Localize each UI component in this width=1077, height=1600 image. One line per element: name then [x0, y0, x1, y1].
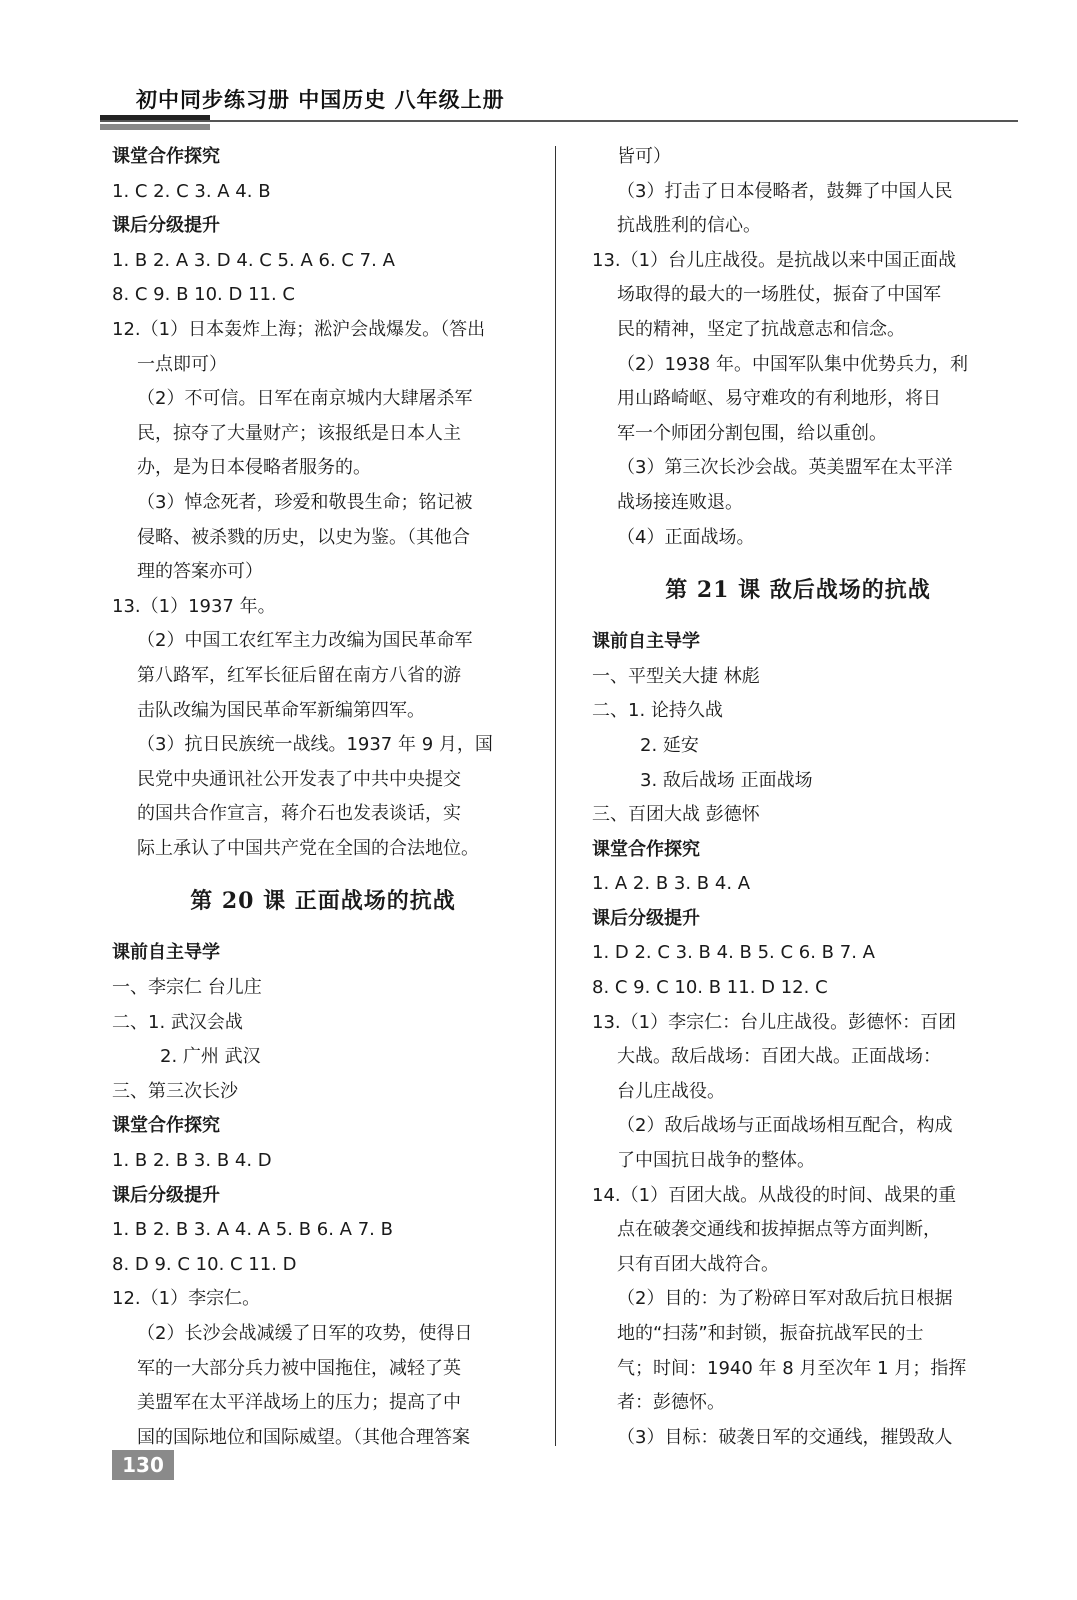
answer-line: 战场接连败退。: [617, 491, 743, 513]
answer-line: 13.（1）1937 年。: [112, 595, 276, 617]
answer-line: 14.（1）百团大战。从战役的时间、战果的重: [592, 1184, 957, 1206]
section-heading: 课后分级提升: [112, 215, 220, 237]
answer-line: 美盟军在太平洋战场上的压力；提高了中: [137, 1392, 461, 1414]
answer-line: 际上承认了中国共产党在全国的合法地位。: [137, 837, 479, 859]
answer-line: 侵略、被杀戮的历史，以史为鉴。（其他合: [137, 526, 470, 548]
section-heading: 课后分级提升: [112, 1184, 220, 1206]
answer-line: 1. A 2. B 3. B 4. A: [592, 873, 751, 895]
answer-line: 1. C 2. C 3. A 4. B: [112, 180, 271, 202]
header-rule: [100, 120, 1018, 122]
answer-line: 12.（1）李宗仁。: [112, 1288, 261, 1310]
answer-line: （3）打击了日本侵略者，鼓舞了中国人民: [617, 180, 953, 202]
answer-line: 12.（1）日本轰炸上海；淞沪会战爆发。（答出: [112, 318, 486, 340]
header-rule-shade: [100, 124, 210, 130]
section-heading: 课前自主导学: [592, 631, 700, 653]
answer-line: （2）中国工农红军主力改编为国民革命军: [137, 630, 473, 652]
answer-line: 8. C 9. B 10. D 11. C: [112, 284, 295, 306]
book-title: 初中同步练习册 中国历史 八年级上册: [136, 88, 505, 112]
answer-line: 气；时间：1940 年 8 月至次年 1 月；指挥: [617, 1357, 967, 1379]
lesson-title: 第 20 课 正面战场的抗战: [190, 888, 456, 915]
answer-line: （3）目标：破袭日军的交通线，摧毁敌人: [617, 1426, 953, 1448]
answer-line: 地的“扫荡”和封锁，振奋抗战军民的士: [617, 1323, 924, 1344]
answer-line: 一、李宗仁 台儿庄: [112, 977, 262, 999]
answer-line: 军一个师团分割包围，给以重创。: [617, 422, 887, 444]
answer-line: 13.（1）台儿庄战役。是抗战以来中国正面战: [592, 249, 957, 271]
answer-line: 皆可）: [617, 146, 671, 167]
answer-line: 民党中央通讯社公开发表了中共中央提交: [137, 768, 461, 790]
answer-line: 抗战胜利的信心。: [617, 215, 761, 237]
answer-line: 二、1. 论持久战: [592, 700, 723, 722]
answer-line: 三、第三次长沙: [112, 1080, 238, 1102]
answer-line: （2）目的：为了粉碎日军对敌后抗日根据: [617, 1288, 953, 1310]
answer-line: 8. D 9. C 10. C 11. D: [112, 1253, 297, 1275]
answer-line: 台儿庄战役。: [617, 1080, 725, 1102]
answer-line: 一点即可）: [137, 353, 227, 375]
watermark-logo: [862, 1506, 1062, 1591]
answer-line: 一、平型关大捷 林彪: [592, 665, 760, 687]
answer-line: 场取得的最大的一场胜仗，振奋了中国军: [617, 284, 941, 306]
answer-line: 3. 敌后战场 正面战场: [640, 769, 813, 791]
answer-line: 理的答案亦可）: [137, 561, 263, 583]
answer-line: 1. B 2. B 3. B 4. D: [112, 1150, 272, 1172]
section-heading: 课后分级提升: [592, 907, 700, 929]
left-column: [112, 140, 534, 1455]
answer-line: 点在破袭交通线和拔掉据点等方面判断，: [617, 1219, 941, 1241]
right-column: [592, 140, 1004, 1455]
answer-line: 大战。敌后战场：百团大战。正面战场：: [617, 1046, 941, 1068]
answer-line: （2）敌后战场与正面战场相互配合，构成: [617, 1115, 953, 1137]
answer-line: （2）1938 年。中国军队集中优势兵力，利: [617, 353, 968, 375]
answer-line: 第八路军，红军长征后留在南方八省的游: [137, 664, 461, 686]
answer-line: 三、百团大战 彭德怀: [592, 804, 760, 826]
column-divider: [555, 146, 556, 1446]
answer-line: 了中国抗日战争的整体。: [617, 1150, 815, 1172]
section-heading: 课堂合作探究: [112, 1115, 220, 1137]
answer-line: 军的一大部分兵力被中国拖住，减轻了英: [137, 1357, 461, 1379]
answer-line: 国的国际地位和国际威望。（其他合理答案: [137, 1426, 470, 1448]
answer-line: 1. B 2. A 3. D 4. C 5. A 6. C 7. A: [112, 249, 395, 271]
answer-line: （3）悼念死者，珍爱和敬畏生命；铭记被: [137, 491, 473, 513]
answer-line: 办，是为日本侵略者服务的。: [137, 457, 371, 479]
answer-line: （4）正面战场。: [617, 526, 755, 548]
answer-line: （2）不可信。日军在南京城内大肆屠杀军: [137, 388, 473, 410]
answer-line: 用山路崎岖、易守难攻的有利地形，将日: [617, 388, 941, 410]
answer-line: 1. D 2. C 3. B 4. B 5. C 6. B 7. A: [592, 942, 875, 964]
answer-line: （2）长沙会战减缓了日军的攻势，使得日: [137, 1323, 473, 1344]
answer-line: 2. 广州 武汉: [160, 1046, 261, 1068]
answer-line: 击队改编为国民革命军新编第四军。: [137, 699, 425, 721]
answer-line: 1. B 2. B 3. A 4. A 5. B 6. A 7. B: [112, 1219, 393, 1241]
answer-line: 的国共合作宣言，蒋介石也发表谈话，实: [137, 803, 461, 825]
answer-line: （3）第三次长沙会战。英美盟军在太平洋: [617, 457, 953, 479]
page-number: 130: [112, 1450, 174, 1480]
lesson-title: 第 21 课 敌后战场的抗战: [665, 577, 931, 604]
answer-line: 只有百团大战符合。: [617, 1253, 779, 1275]
answer-line: （3）抗日民族统一战线。1937 年 9 月，国: [137, 734, 493, 756]
answer-line: 者：彭德怀。: [617, 1392, 725, 1414]
answer-line: 民的精神，坚定了抗战意志和信念。: [617, 318, 905, 340]
answer-line: 13.（1）李宗仁：台儿庄战役。彭德怀：百团: [592, 1011, 957, 1033]
section-heading: 课前自主导学: [112, 942, 220, 964]
section-heading: 课堂合作探究: [592, 838, 700, 860]
answer-line: 二、1. 武汉会战: [112, 1011, 243, 1033]
answer-line: 民，掠夺了大量财产；该报纸是日本人主: [137, 422, 461, 444]
page-header: [100, 84, 1020, 134]
answer-line: 8. C 9. C 10. B 11. D 12. C: [592, 977, 828, 999]
answer-line: 2. 延安: [640, 734, 699, 756]
section-heading: 课堂合作探究: [112, 146, 220, 167]
